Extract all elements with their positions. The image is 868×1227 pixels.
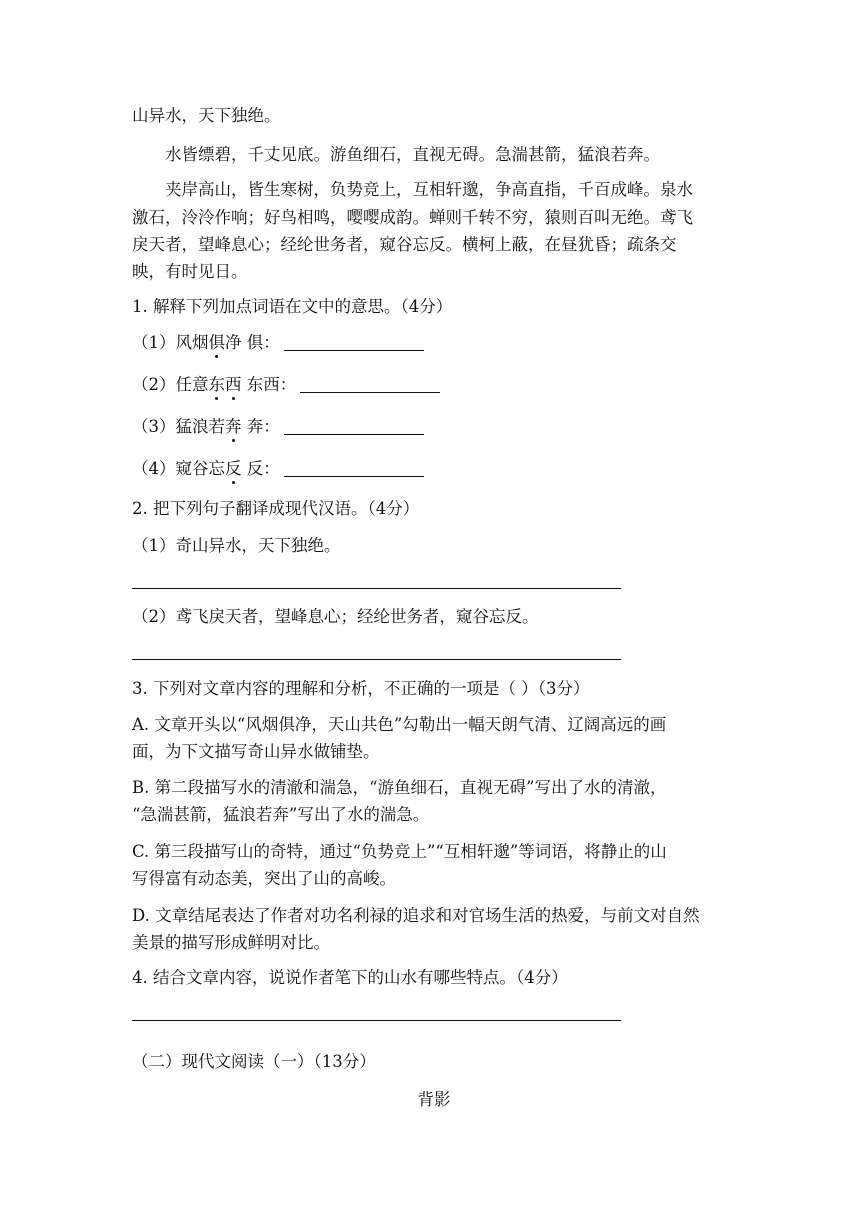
answer-blank[interactable] [284, 418, 424, 435]
item-label: 净 俱： [225, 333, 280, 352]
question-1-item [132, 333, 424, 353]
emphasis-dotted-char: 西 [225, 375, 242, 394]
question-1-item [132, 417, 424, 437]
item-label: 反： [241, 459, 280, 478]
passage-line: 戾天者，望峰息心；经纶世务者，窥谷忘反。横柯上蔽，在昼犹昏；疏条交 [132, 235, 677, 254]
passage-line: 山异水，天下独绝。 [132, 106, 281, 125]
passage-paragraph-water: 水皆缥碧，千丈见底。游鱼细石，直视无碍。急湍甚箭，猛浪若奔。 [165, 145, 660, 164]
answer-line[interactable] [132, 1020, 621, 1021]
answer-blank[interactable] [300, 376, 440, 393]
passage-paragraph-mountain: 夹岸高山，皆生寒树，负势竞上，互相轩邈，争高直指，千百成峰。泉水 [165, 180, 693, 199]
passage-line: 激石，泠泠作响；好鸟相鸣，嘤嘤成韵。蝉则千转不穷，猿则百叫无绝。鸢飞 [132, 208, 693, 227]
question-1-item [132, 459, 424, 479]
question-3-stem: 3. 下列对文章内容的理解和分析，不正确的一项是（ ）（3分） [132, 679, 590, 698]
answer-blank[interactable] [284, 460, 424, 477]
question-2-sentence: （2）鸢飞戾天者，望峰息心；经纶世务者，窥谷忘反。 [132, 607, 539, 626]
question-1-stem: 1. 解释下列加点词语在文中的意思。（4分） [132, 297, 453, 316]
emphasis-dotted-char: 俱 [208, 333, 225, 352]
question-1-item [132, 375, 440, 395]
option-c-cont: 写得富有动态美，突出了山的高峻。 [132, 869, 396, 888]
section-heading: （二）现代文阅读（一）（13分） [132, 1052, 376, 1071]
emphasis-dotted-char: 东 [208, 375, 225, 394]
item-prefix: （4）窥谷忘 [132, 459, 225, 478]
option-d: D. 文章结尾表达了作者对功名利禄的追求和对官场生活的热爱，与前文对自然 [132, 906, 700, 925]
option-b: B. 第二段描写水的清澈和湍急，“游鱼细石，直视无碍”写出了水的清澈， [132, 778, 667, 797]
item-label: 东西： [241, 375, 297, 394]
answer-line[interactable] [132, 588, 621, 589]
emphasis-dotted-char: 反 [225, 459, 242, 478]
option-b-cont: “急湍甚箭，猛浪若奔”写出了水的湍急。 [132, 805, 430, 824]
item-prefix: （3）猛浪若 [132, 417, 225, 436]
question-2-stem: 2. 把下列句子翻译成现代汉语。（4分） [132, 499, 420, 518]
option-a: A. 文章开头以“风烟俱净，天山共色”勾勒出一幅天朗气清、辽阔高远的画 [132, 715, 667, 734]
item-prefix: （2）任意 [132, 375, 209, 394]
question-2-sentence: （1）奇山异水，天下独绝。 [132, 536, 341, 555]
answer-line[interactable] [132, 659, 621, 660]
question-4-stem: 4. 结合文章内容，说说作者笔下的山水有哪些特点。（4分） [132, 968, 568, 987]
text-title: 背影 [417, 1090, 451, 1109]
emphasis-dotted-char: 奔 [225, 417, 242, 436]
option-a-cont: 面，为下文描写奇山异水做铺垫。 [132, 742, 380, 761]
answer-blank[interactable] [284, 334, 424, 351]
item-prefix: （1）风烟 [132, 333, 209, 352]
option-d-cont: 美景的描写形成鲜明对比。 [132, 933, 330, 952]
item-label: 奔： [241, 417, 280, 436]
passage-line: 映，有时见日。 [132, 262, 248, 281]
option-c: C. 第三段描写山的奇特，通过“负势竞上”“互相轩邈”等词语，将静止的山 [132, 842, 667, 861]
